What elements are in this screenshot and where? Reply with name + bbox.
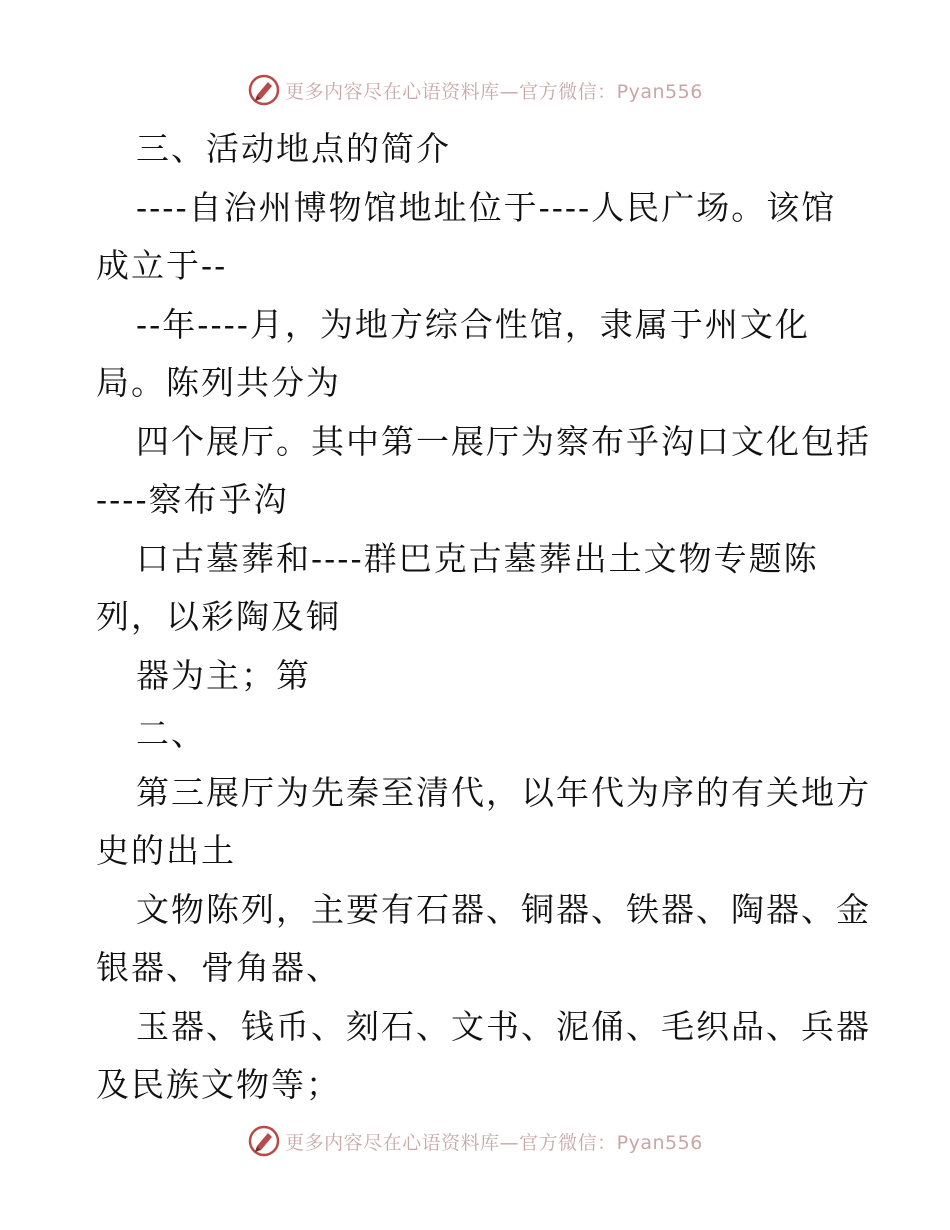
text-line: 第三展厅为先秦至清代，以年代为序的有关地方 [136,772,871,812]
header-watermark [0,72,950,108]
red-circle-pen-logo-icon [247,1124,281,1158]
red-circle-pen-logo-icon [247,73,281,107]
text-line: 二、 [136,714,206,753]
text-line: 列，以彩陶及铜 [96,597,341,636]
watermark-text: 更多内容尽在心语资料库—官方微信：Pyan556 [285,1131,703,1154]
footer-watermark [0,1123,950,1159]
text-line: 四个展厅。其中第一展厅为察布乎沟口文化包括 [136,421,871,461]
text-line: ----自治州博物馆地址位于----人民广场。该馆 [136,187,837,227]
text-line: 玉器、钱币、刻石、文书、泥俑、毛织品、兵器 [136,1006,871,1046]
text-line: 器为主；第 [136,655,311,695]
text-line: --年----月，为地方综合性馆，隶属于州文化 [136,304,810,344]
text-line: 银器、骨角器、 [96,948,341,987]
text-line: 及民族文物等； [96,1065,341,1104]
text-line: 口古墓葬和----群巴克古墓葬出土文物专题陈 [136,538,819,578]
document-body [96,120,871,1115]
text-line: 成立于-- [96,246,228,285]
text-line: 三、活动地点的简介 [136,129,451,168]
text-line: ----察布乎沟 [96,480,289,519]
text-line: 史的出土 [96,831,236,870]
text-line: 文物陈列，主要有石器、铜器、铁器、陶器、金 [136,889,871,929]
watermark-text: 更多内容尽在心语资料库—官方微信：Pyan556 [285,80,703,103]
text-line: 局。陈列共分为 [96,363,341,402]
